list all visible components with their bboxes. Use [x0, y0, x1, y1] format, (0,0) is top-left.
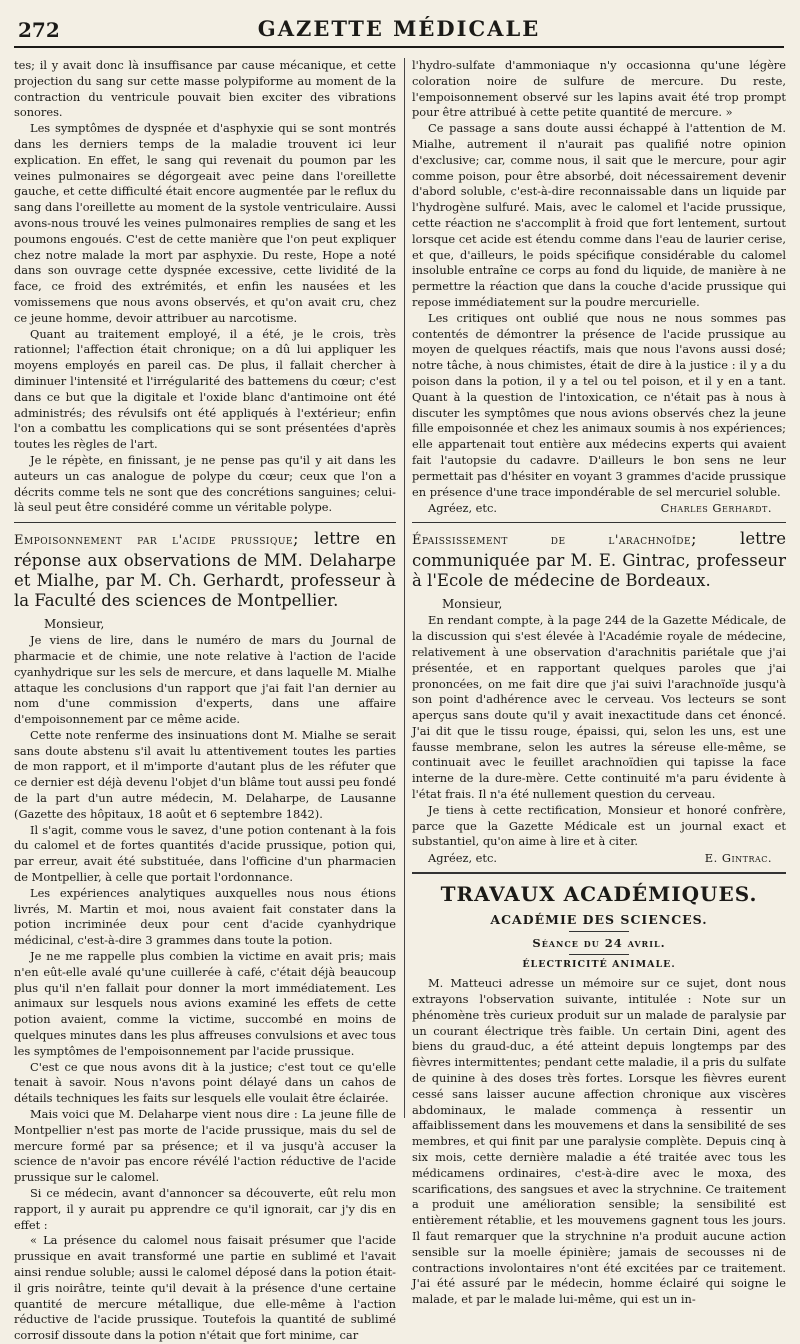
article-separator — [14, 522, 396, 523]
paragraph: Mais voici que M. Delaharpe vient nous dire : La jeune fille de Montpellier n'est pas morte de l'acide prussique, mais du sel de mercure formé par sa présence; et il va jusqu'à accuser la science de n'avoir pas encore révélé l'action réductive de l'acide prussique sur le calomel. — [14, 1107, 396, 1185]
paragraph: Ce passage a sans doute aussi échappé à l'attention de M. Mialhe, autrement il n'aurait pas qualifié notre opinion d'exclusive; car, comme nous, il sait que le mercure, pour agir comme poison, pour être absorbé, doit nécessairement devenir d'abord soluble, c'est-à-dire reconnaissable dans un liquide par l'hydrogène sulfuré. Mais, avec le calomel et l'acide prussique, cette réaction ne s'accomplit à froid que fort lentement, surtout lorsque cet acide est étendu comme dans l'eau de laurier cerise, et que, d'ailleurs, le poids spécifique considérable du calomel insoluble entraîne ce corps au fond du liquide, de manière à ne permettre la réaction que dans la couche d'acide prussique qui repose immédiatement sur la poudre mercurielle. — [412, 121, 786, 309]
paragraph: Les symptômes de dyspnée et d'asphyxie qui se sont montrés dans les derniers temps de la maladie trouvent ici leur explication. En effet, le sang qui revenait du poumon par les veines pulmonaires se dégorgeait avec peine dans l'oreillette gauche, et cette difficulté était encore augmentée par le reflux du sang dans l'oreillette au moment de la systole ventriculaire. Aussi avons-nous trouvé les veines pulmonaires remplies de sang et les poumons engoués. C'est de cette manière que l'on peut expliquer chez notre malade la mort par asphyxie. Du reste, Hope a noté dans son ouvrage cette dyspnée excessive, cette lividité de la face, ce froid des extrémités, et enfin les nausées et les vomissemens que nous avons observés, et qu'on avait cru, chez ce jeune homme, devoir attribuer au narcotisme. — [14, 121, 396, 325]
short-rule — [569, 931, 629, 932]
article-title — [412, 529, 786, 591]
article-separator — [412, 522, 786, 523]
closing: Agréez, etc. — [428, 501, 498, 516]
session-date: Séance du 24 avril. — [532, 936, 666, 951]
article-title-lead: Empoisonnement par l'acide prussique — [14, 533, 293, 549]
paragraph: Je viens de lire, dans le numéro de mars du Journal de pharmacie et de chimie, une note relative à l'action de l'acide cyanhydrique sur les sels de mercure, et dans laquelle M. Mialhe attaque les conclusions d'un rapport que j'ai fait l'an dernier au nom d'une commission d'experts, dans une affaire d'empoisonnement par ce même acide. — [14, 633, 396, 727]
salutation: Monsieur, — [44, 617, 105, 632]
paragraph: tes; il y avait donc là insuffisance par cause mécanique, et cette projection du sang sur cette masse polypiforme au moment de la contraction du ventricule pouvait bien exciter des vibrations sonores. — [14, 58, 396, 120]
section-separator — [412, 872, 786, 874]
paragraph: M. Matteuci adresse un mémoire sur ce sujet, dont nous extrayons l'observation suivante, intitulée : Note sur un phénomène très curieux produit sur un malade de paralysie par un courant électrique très faible. Un certain Dini, agent des biens du graud-duc, a été atteint depuis longtemps par des fièvres intermittentes; pendant cette maladie, il a pris du sulfate de quinine à des doses très fortes. Lorsque les fièvres eurent cessé sans laisser aucune affection chronique aux viscères abdominaux, le malade commença à ressentir un affaiblissement dans les mouvemens et dans la sensibilité de ses membres, et qui finit par une paralysie complète. Depuis cinq à six mois, cette dernière maladie a été traitée avec tous les médicamens ordinaires, c'est-à-dire avec le moxa, des scarifications, des sangsues et avec la strychnine. Ce traitement a produit une amélioration sensible; la sensibilité est entièrement rétablie, et les mouvemens gagnent tous les jours. Il faut remarquer que la strychnine n'a produit aucune action sensible sur la moelle épinière; jamais de secousses ni de contractions involontaires n'ont été excitées par ce traitement. J'ai été assuré par le médecin, homme éclairé qui soigne le malade, et par le malade lui-même, qui est un in- — [412, 976, 786, 1307]
paragraph: Je tiens à cette rectification, Monsieur et honoré confrère, parce que la Gazette Médicale est un journal exact et substantiel, qu'on aime à lire et à citer. — [412, 802, 786, 849]
signature-name: E. Gintrac. — [704, 851, 772, 866]
paragraph: Quant au traitement employé, il a été, je le crois, très rationnel; l'affection était chronique; on a dû lui appliquer les moyens employés en pareil cas. De plus, il fallait chercher à diminuer l'intensité et l'irrégularité des battemens du cœur; c'est dans ce but que la digitale et l'oxide blanc d'antimoine ont été administrés; des révulsifs ont été appliqués à l'extérieur; enfin l'on a combattu les complications qui se sont présentées d'après toutes les règles de l'art. — [14, 326, 396, 452]
paragraph: Il s'agit, comme vous le savez, d'une potion contenant à la fois du calomel et de fortes quantités d'acide prussique, potion qui, par erreur, avait été substituée, dans l'officine d'un pharmacien de Montpellier, à celle que portait l'ordonnance. — [14, 822, 396, 885]
paragraph: Les critiques ont oublié que nous ne nous sommes pas contentés de démontrer la présence de l'acide prussique au moyen de quelques réactifs, mais que nous l'avons aussi dosé; notre tâche, à nous chimistes, était de dire à la justice : il y a du poison dans la potion, il y a tel ou tel poison, et il y en a tant. Quant à la question de l'intoxication, ce n'était pas à nous à discuter les symptômes que nous avions observés chez la jeune fille empoisonnée et chez les animaux soumis à nos expériences; elle appartenait tout entière aux médecins experts qui avaient fait l'autopsie du cadavre. D'ailleurs le bon sens ne leur permettait pas d'hésiter en voyant 3 grammes d'acide prussique en présence d'une trace impondérable de sel mercuriel soluble. — [412, 310, 786, 499]
right-column — [412, 58, 786, 1307]
paragraph: Si ce médecin, avant d'annoncer sa découverte, eût relu mon rapport, il y aurait pu apprendre ce qu'il ignorait, car j'y dis en effet : — [14, 1186, 396, 1232]
paragraph: l'hydro-sulfate d'ammoniaque n'y occasionna qu'une légère coloration noire de sulfure de mercure. Du reste, l'empoisonnement observé sur les lapins avait été trop prompt pour être attribué à cette petite quantité de mercure. » — [412, 58, 786, 120]
paragraph: Je le répète, en finissant, je ne pense pas qu'il y ait dans les auteurs un cas analogue de polype du cœur; ceux que l'on a décrits comme tels ne sont que des concrétions sanguines; celui-là seul peut être considéré comme un véritable polype. — [14, 452, 396, 515]
quoted-paragraph: « La présence du calomel nous faisait présumer que l'acide prussique en avait transformé une partie en sublimé et l'avait ainsi rendue soluble; aussi le calomel déposé dans la potion était-il gris noirâtre, teinte qu'il devait à la présence d'une certaine quantité de mercure métallique, due elle-même à l'action réductive de l'acide prussique. Toutefois la quantité de sublimé corrosif dissoute dans la potion n'était que fort minime, car — [14, 1233, 396, 1343]
journal-title: GAZETTE MÉDICALE — [257, 16, 541, 41]
section-title: TRAVAUX ACADÉMIQUES. — [440, 882, 758, 907]
paragraph: Je ne me rappelle plus combien la victime en avait pris; mais n'en eût-elle avalé qu'une cuillerée à café, c'était déjà beaucoup plus qu'il n'en fallait pour donner la mort immédiatement. Les animaux sur lesquels nous avions examiné les effets de cette potion avaient, comme la victime, succombé en moins de quelques minutes dans les plus affreuses convulsions et avec tous les symptômes de l'empoisonnement par l'acide prussique. — [14, 949, 396, 1058]
paragraph: Cette note renferme des insinuations dont M. Mialhe se serait sans doute abstenu s'il avait lu attentivement toutes les parties de mon rapport, et il m'importe d'autant plus de les réfuter que ce dernier est déjà devenu l'objet d'un blâme tout aussi peu fondé de la part d'un autre médecin, M. Delaharpe, de Lausanne (Gazette des hôpitaux, 18 août et 6 septembre 1842). — [14, 727, 396, 821]
left-column — [14, 58, 396, 1343]
article-title — [14, 529, 396, 611]
paragraph: C'est ce que nous avons dit à la justice; c'est tout ce qu'elle tenait à savoir. Nous n'avons point délayé dans un cahos de détails techniques les faits sur lesquels elle voulait être éclairée. — [14, 1059, 396, 1106]
signature-line — [412, 850, 786, 866]
article-title-lead: Épaississement de l'arachnoïde — [412, 533, 692, 549]
paragraph: En rendant compte, à la page 244 de la Gazette Médicale, de la discussion qui s'est élevée à l'Académie royale de médecine, relativement à une observation d'arachnitis pariétale que j'ai présentée, et en rapportant quelques paroles que j'ai prononcées, on me fait dire que j'ai suivi l'arachnoïde jusqu'à son point d'adhérence avec le cerveau. Vos lecteurs se sont aperçus sans doute qu'il y avait inexactitude dans cet énoncé. J'ai dit que le tissu rouge, épaissi, qui, selon les uns, est une fausse membrane, selon les autres la séreuse elle-même, se continuait avec le feuillet arachnoïdien qui tapisse la face interne de la dure-mère. Cette continuité m'a paru évidente à l'état frais. Il n'a été nullement question du cerveau. — [412, 613, 786, 802]
signature-name: Charles Gerhardt. — [660, 501, 772, 516]
topic-heading: ÉLECTRICITÉ ANIMALE. — [522, 959, 676, 971]
short-rule — [569, 954, 629, 955]
page-header — [14, 12, 784, 48]
subsection-title: ACADÉMIE DES SCIENCES. — [490, 912, 708, 928]
column-divider — [404, 58, 405, 1118]
article-title-rest: ; lettre en réponse aux observations de MM. Delaharpe et Mialhe, par M. Ch. Gerhardt, professeur à la Faculté des sciences de Montpellier. — [14, 529, 396, 611]
salutation: Monsieur, — [442, 597, 503, 612]
closing: Agréez, etc. — [428, 851, 498, 866]
paragraph: Les expériences analytiques auxquelles nous nous étions livrés, M. Martin et moi, nous avaient fait constater dans la potion incriminée deux pour cent d'acide cyanhydrique médicinal, c'est-à-dire 3 grammes dans toute la potion. — [14, 885, 396, 948]
article-title-rest: ; lettre communiquée par M. E. Gintrac, professeur à l'Ecole de médecine de Bordeaux. — [412, 529, 786, 591]
signature-line — [412, 500, 786, 516]
page-number: 272 — [18, 18, 60, 42]
